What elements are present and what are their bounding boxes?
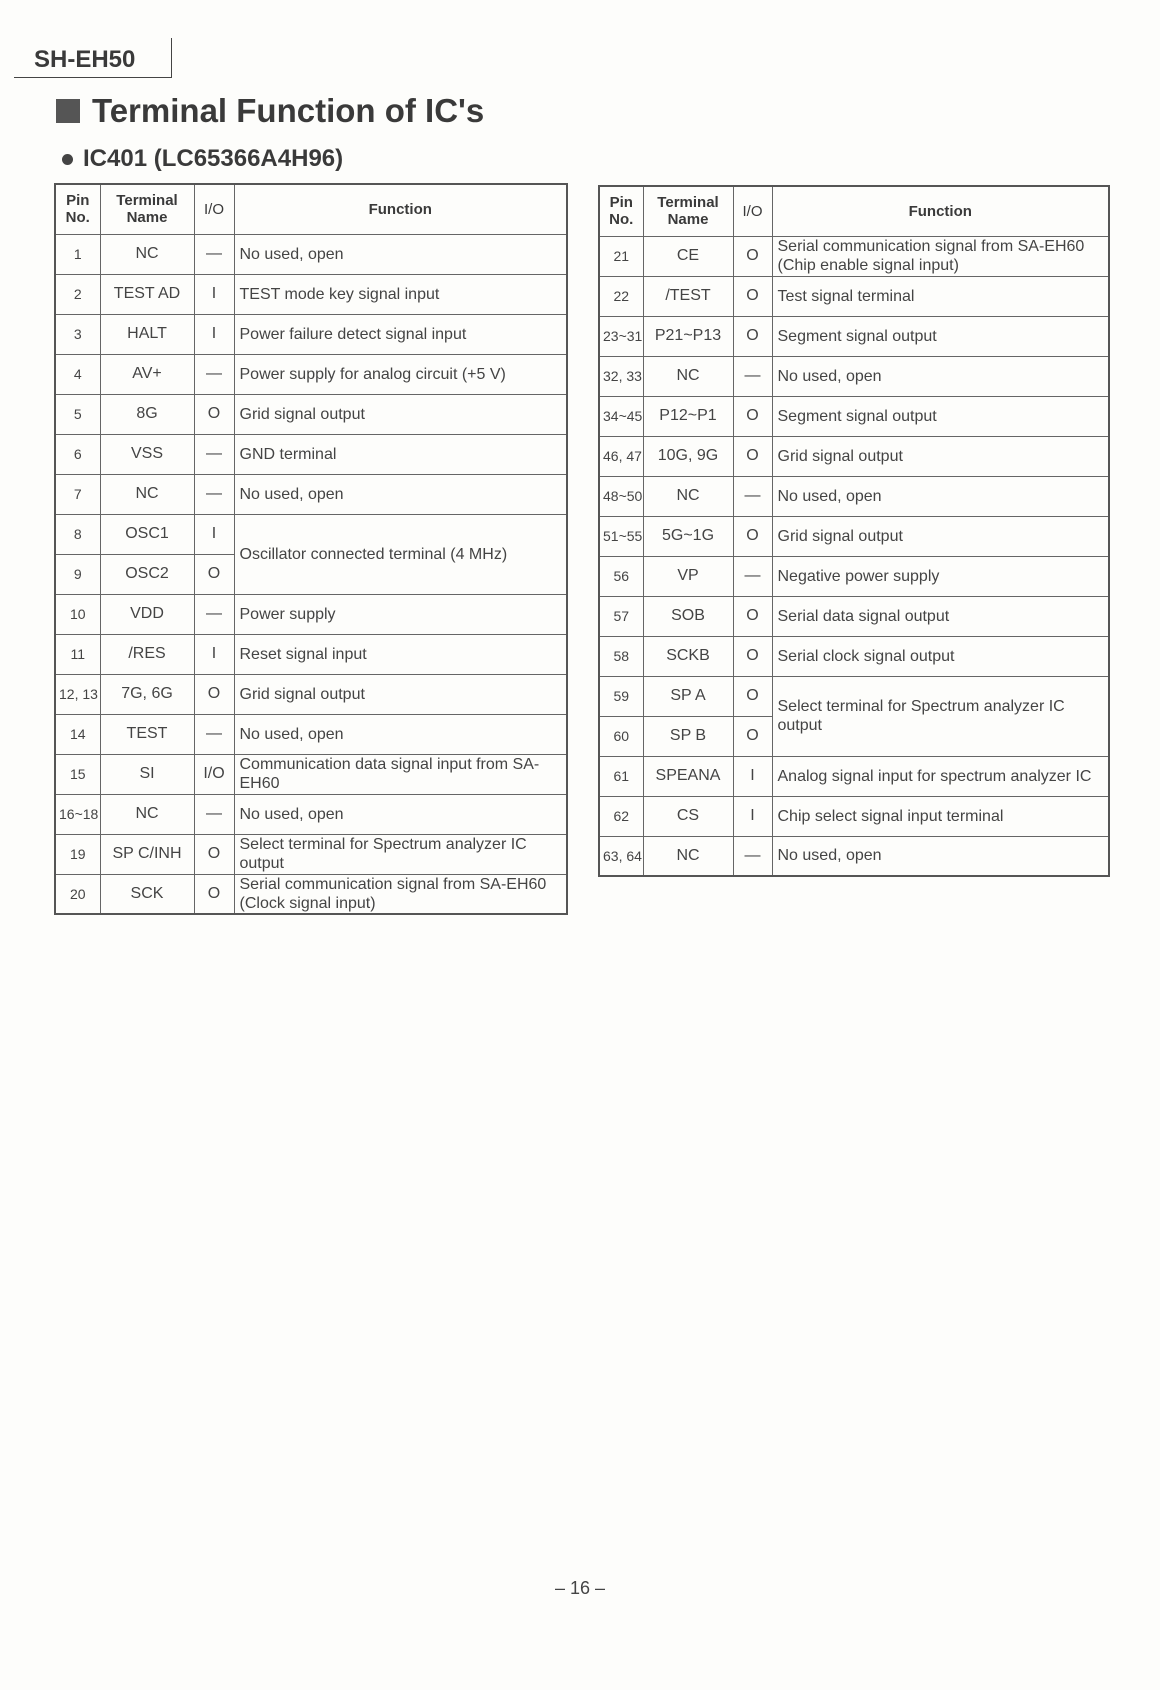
- pin-cell: 62: [599, 796, 643, 836]
- name-cell: NC: [643, 356, 733, 396]
- table-row: [55, 434, 567, 474]
- io-cell: O: [733, 596, 772, 636]
- page-title-text: Terminal Function of IC's: [92, 92, 485, 129]
- pin-cell: 59: [599, 676, 643, 716]
- pin-cell: 19: [55, 834, 100, 874]
- column-header-pin: Pin No.: [55, 184, 100, 234]
- function-cell: Negative power supply: [772, 556, 1109, 596]
- io-cell: —: [194, 794, 234, 834]
- io-cell: —: [194, 594, 234, 634]
- name-cell: SCKB: [643, 636, 733, 676]
- name-cell: VDD: [100, 594, 194, 634]
- name-cell: CS: [643, 796, 733, 836]
- name-cell: SOB: [643, 596, 733, 636]
- square-bullet-icon: [56, 99, 80, 123]
- table-row: [599, 356, 1109, 396]
- function-cell: No used, open: [772, 356, 1109, 396]
- table-row: [599, 236, 1109, 276]
- round-bullet-icon: [62, 154, 73, 165]
- column-header-pin: Pin No.: [599, 186, 643, 236]
- table-header-row: [55, 184, 567, 234]
- io-cell: O: [733, 636, 772, 676]
- pin-table-right: [598, 185, 1110, 877]
- pin-cell: 15: [55, 754, 100, 794]
- io-cell: I: [733, 756, 772, 796]
- io-cell: O: [733, 516, 772, 556]
- table-row: [599, 516, 1109, 556]
- function-cell: Oscillator connected terminal (4 MHz): [234, 514, 567, 594]
- table-row: [599, 476, 1109, 516]
- name-cell: 10G, 9G: [643, 436, 733, 476]
- io-cell: O: [194, 834, 234, 874]
- column-header-io: I/O: [733, 186, 772, 236]
- function-cell: Test signal terminal: [772, 276, 1109, 316]
- name-cell: CE: [643, 236, 733, 276]
- name-cell: VP: [643, 556, 733, 596]
- table-row: [599, 796, 1109, 836]
- name-cell: SP A: [643, 676, 733, 716]
- pin-cell: 58: [599, 636, 643, 676]
- name-cell: AV+: [100, 354, 194, 394]
- pin-cell: 21: [599, 236, 643, 276]
- io-cell: —: [194, 474, 234, 514]
- column-header-name: Terminal Name: [643, 186, 733, 236]
- pin-cell: 10: [55, 594, 100, 634]
- table-row: [599, 276, 1109, 316]
- table-row: [55, 674, 567, 714]
- io-cell: O: [733, 436, 772, 476]
- name-cell: 8G: [100, 394, 194, 434]
- column-header-io: I/O: [194, 184, 234, 234]
- function-cell: Communication data signal input from SA-EH60: [234, 754, 567, 794]
- pin-cell: 2: [55, 274, 100, 314]
- pin-cell: 48~50: [599, 476, 643, 516]
- name-cell: /RES: [100, 634, 194, 674]
- name-cell: TEST: [100, 714, 194, 754]
- io-cell: O: [194, 554, 234, 594]
- io-cell: —: [733, 836, 772, 876]
- page-title: [56, 92, 484, 130]
- function-cell: Segment signal output: [772, 316, 1109, 356]
- pin-cell: 60: [599, 716, 643, 756]
- io-cell: O: [733, 676, 772, 716]
- io-cell: I: [194, 514, 234, 554]
- table-row: [599, 436, 1109, 476]
- function-cell: Grid signal output: [772, 436, 1109, 476]
- table-row: [599, 596, 1109, 636]
- function-cell: Analog signal input for spectrum analyzer IC: [772, 756, 1109, 796]
- io-cell: I: [194, 634, 234, 674]
- table-row: [55, 634, 567, 674]
- table-row: [55, 594, 567, 634]
- function-cell: Grid signal output: [772, 516, 1109, 556]
- io-cell: —: [194, 354, 234, 394]
- table-row: [55, 874, 567, 914]
- pin-cell: 8: [55, 514, 100, 554]
- column-header-function: Function: [234, 184, 567, 234]
- io-cell: —: [733, 556, 772, 596]
- io-cell: O: [733, 236, 772, 276]
- pin-table-left: [54, 183, 568, 915]
- pin-cell: 61: [599, 756, 643, 796]
- pin-cell: 32, 33: [599, 356, 643, 396]
- function-cell: TEST mode key signal input: [234, 274, 567, 314]
- table-row: [55, 794, 567, 834]
- io-cell: O: [194, 874, 234, 914]
- table-row: [599, 836, 1109, 876]
- name-cell: SPEANA: [643, 756, 733, 796]
- table-row: [55, 514, 567, 554]
- page-number: – 16 –: [554, 1578, 606, 1598]
- table-row: [55, 474, 567, 514]
- name-cell: OSC1: [100, 514, 194, 554]
- name-cell: 7G, 6G: [100, 674, 194, 714]
- pin-cell: 56: [599, 556, 643, 596]
- pin-cell: 1: [55, 234, 100, 274]
- io-cell: O: [733, 276, 772, 316]
- function-cell: Select terminal for Spectrum analyzer IC output: [772, 676, 1109, 756]
- function-cell: Serial data signal output: [772, 596, 1109, 636]
- function-cell: Power supply: [234, 594, 567, 634]
- name-cell: VSS: [100, 434, 194, 474]
- name-cell: SP C/INH: [100, 834, 194, 874]
- name-cell: OSC2: [100, 554, 194, 594]
- pin-cell: 14: [55, 714, 100, 754]
- function-cell: No used, open: [234, 714, 567, 754]
- function-cell: Reset signal input: [234, 634, 567, 674]
- pin-cell: 11: [55, 634, 100, 674]
- io-cell: —: [733, 356, 772, 396]
- table-row: [599, 396, 1109, 436]
- table-row: [599, 556, 1109, 596]
- name-cell: NC: [643, 836, 733, 876]
- name-cell: P12~P1: [643, 396, 733, 436]
- io-cell: O: [733, 716, 772, 756]
- table-row: [55, 234, 567, 274]
- name-cell: NC: [643, 476, 733, 516]
- table-row: [55, 394, 567, 434]
- function-cell: No used, open: [234, 794, 567, 834]
- pin-cell: 12, 13: [55, 674, 100, 714]
- function-cell: No used, open: [234, 234, 567, 274]
- pin-cell: 34~45: [599, 396, 643, 436]
- function-cell: No used, open: [772, 836, 1109, 876]
- io-cell: O: [733, 396, 772, 436]
- table-row: [599, 756, 1109, 796]
- pin-cell: 20: [55, 874, 100, 914]
- table-row: [55, 314, 567, 354]
- io-cell: O: [194, 394, 234, 434]
- io-cell: I: [194, 274, 234, 314]
- table-row: [55, 714, 567, 754]
- name-cell: SI: [100, 754, 194, 794]
- io-cell: —: [194, 714, 234, 754]
- function-cell: Serial communication signal from SA-EH60 (Clock signal input): [234, 874, 567, 914]
- column-header-function: Function: [772, 186, 1109, 236]
- pin-cell: 22: [599, 276, 643, 316]
- name-cell: NC: [100, 794, 194, 834]
- name-cell: /TEST: [643, 276, 733, 316]
- function-cell: No used, open: [234, 474, 567, 514]
- io-cell: I/O: [194, 754, 234, 794]
- pin-cell: 63, 64: [599, 836, 643, 876]
- name-cell: SCK: [100, 874, 194, 914]
- pin-cell: 46, 47: [599, 436, 643, 476]
- function-cell: Chip select signal input terminal: [772, 796, 1109, 836]
- model-tab: [14, 38, 172, 78]
- function-cell: Serial communication signal from SA-EH60 (Chip enable signal input): [772, 236, 1109, 276]
- model-label: SH-EH50: [34, 46, 136, 73]
- function-cell: Grid signal output: [234, 674, 567, 714]
- pin-cell: 16~18: [55, 794, 100, 834]
- pin-cell: 3: [55, 314, 100, 354]
- pin-cell: 4: [55, 354, 100, 394]
- name-cell: TEST AD: [100, 274, 194, 314]
- function-cell: Power failure detect signal input: [234, 314, 567, 354]
- io-cell: —: [194, 434, 234, 474]
- pin-cell: 9: [55, 554, 100, 594]
- function-cell: No used, open: [772, 476, 1109, 516]
- pin-cell: 6: [55, 434, 100, 474]
- table-row: [599, 636, 1109, 676]
- pin-cell: 5: [55, 394, 100, 434]
- table-row: [55, 754, 567, 794]
- name-cell: HALT: [100, 314, 194, 354]
- table-row: [55, 274, 567, 314]
- table-header-row: [599, 186, 1109, 236]
- name-cell: NC: [100, 234, 194, 274]
- io-cell: I: [194, 314, 234, 354]
- function-cell: Segment signal output: [772, 396, 1109, 436]
- pin-cell: 23~31: [599, 316, 643, 356]
- io-cell: —: [194, 234, 234, 274]
- name-cell: 5G~1G: [643, 516, 733, 556]
- section-subtitle-text: IC401 (LC65366A4H96): [83, 145, 344, 172]
- io-cell: I: [733, 796, 772, 836]
- column-header-name: Terminal Name: [100, 184, 194, 234]
- function-cell: Grid signal output: [234, 394, 567, 434]
- table-row: [599, 676, 1109, 716]
- io-cell: —: [733, 476, 772, 516]
- function-cell: GND terminal: [234, 434, 567, 474]
- function-cell: Serial clock signal output: [772, 636, 1109, 676]
- pin-cell: 51~55: [599, 516, 643, 556]
- function-cell: Select terminal for Spectrum analyzer IC output: [234, 834, 567, 874]
- table-row: [599, 316, 1109, 356]
- table-row: [55, 834, 567, 874]
- table-row: [55, 354, 567, 394]
- name-cell: P21~P13: [643, 316, 733, 356]
- io-cell: O: [194, 674, 234, 714]
- function-cell: Power supply for analog circuit (+5 V): [234, 354, 567, 394]
- pin-cell: 7: [55, 474, 100, 514]
- section-subtitle: [62, 145, 343, 173]
- name-cell: SP B: [643, 716, 733, 756]
- name-cell: NC: [100, 474, 194, 514]
- io-cell: O: [733, 316, 772, 356]
- pin-cell: 57: [599, 596, 643, 636]
